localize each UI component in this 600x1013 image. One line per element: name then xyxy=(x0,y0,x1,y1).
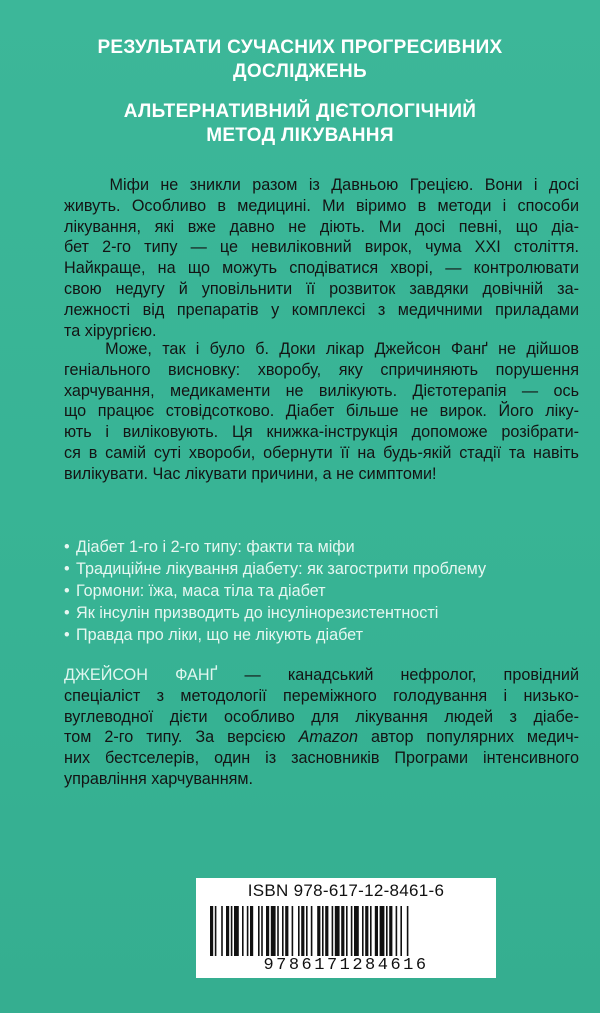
amazon-brand: Amazon xyxy=(298,728,358,747)
heading-method-line-2: МЕТОД ЛІКУВАННЯ xyxy=(206,125,394,146)
paragraph-line xyxy=(64,727,579,748)
paragraph-line: харчування, медикаменти не вилікують. Дієтотерапія — ось xyxy=(64,381,579,400)
list-item-text: Гормони: їжа, маса тіла та діабет xyxy=(76,582,326,600)
bio-text: том 2-го типу. За версією xyxy=(64,728,299,747)
heading-method xyxy=(0,100,600,148)
paragraph-line: бет 2-го типу — це невиліковний вирок, чума XXI століття. xyxy=(64,238,579,257)
bullet-dot-icon: • xyxy=(64,604,70,622)
bio-text: автор популярних медич- xyxy=(358,728,580,747)
heading-research xyxy=(0,36,600,84)
bullet-dot-icon: • xyxy=(64,538,70,556)
topics-list xyxy=(64,536,584,646)
paragraph-line: Може, так і було б. Доки лікар Джейсон Фанґ не дійшов xyxy=(64,340,579,358)
barcode-digits: 9786171284616 xyxy=(263,956,429,975)
list-item-text: Правда про ліки, що не лікують діабет xyxy=(76,626,364,644)
paragraph-line: лежності від препаратів у комплексі з медичними приладами xyxy=(64,300,579,319)
list-item-text: Як інсулін призводить до інсулінорезистентності xyxy=(76,604,439,622)
list-item xyxy=(64,558,584,580)
paragraph-line: них бестселерів, один із засновників Програми інтенсивного xyxy=(64,749,579,768)
list-item-text: Діабет 1-го і 2-го типу: факти та міфи xyxy=(76,538,355,556)
barcode-icon xyxy=(210,906,482,956)
paragraph-line: лікування, які вже давно не діють. Ми досі певні, що діа- xyxy=(64,217,579,236)
paragraph-myths xyxy=(64,175,579,341)
heading-method-line-1: АЛЬТЕРНАТИВНИЙ ДІЄТОЛОГІЧНИЙ xyxy=(123,101,477,122)
paragraph-line: спеціаліст з методології переміжного голодування і низько- xyxy=(64,686,579,705)
paragraph-line: вилікувати. Час лікувати причини, а не симптоми! xyxy=(64,464,437,483)
list-item xyxy=(64,536,584,558)
bio-text: — канадський нефролог, провідний xyxy=(217,666,579,684)
paragraph-line: що працює стовідсотково. Діабет більше не вирок. Його ліку- xyxy=(64,402,579,421)
bullet-dot-icon: • xyxy=(64,626,70,644)
paragraph-line: Найкраще, на що можуть сподіватися хворі, — контролювати xyxy=(64,259,579,278)
author-name: ДЖЕЙСОН ФАНҐ xyxy=(64,666,218,684)
bullet-dot-icon: • xyxy=(64,560,70,578)
paragraph-line: Міфи не зникли разом із Давньою Грецією. Вони і досі xyxy=(64,176,579,194)
paragraph-line: ся в самій суті хвороби, обернути її на будь-якій стадії та навіть xyxy=(64,443,579,462)
paragraph-line xyxy=(64,665,579,686)
list-item xyxy=(64,624,584,646)
paragraph-line: живуть. Особливо в медицині. Ми віримо в методи і способи xyxy=(64,196,579,215)
author-bio xyxy=(64,665,579,790)
isbn-label: ISBN 978-617-12-8461-6 xyxy=(247,881,445,900)
paragraph-line: та хірургією. xyxy=(64,321,157,340)
list-item xyxy=(64,580,584,602)
paragraph-line: ють і виліковують. Ця книжка-інструкція допоможе розібрати- xyxy=(64,423,579,442)
bullet-dot-icon: • xyxy=(64,582,70,600)
list-item xyxy=(64,602,584,624)
list-item-text: Традиційне лікування діабету: як загострити проблему xyxy=(76,560,487,578)
paragraph-line: геніального висновку: хворобу, яку спричиняють порушення xyxy=(64,360,579,379)
heading-research-line-2: ДОСЛІДЖЕНЬ xyxy=(233,61,367,82)
heading-research-line-1: РЕЗУЛЬТАТИ СУЧАСНИХ ПРОГРЕСИВНИХ xyxy=(97,37,503,58)
paragraph-line: управління харчуванням. xyxy=(64,769,254,788)
paragraph-doctor xyxy=(64,339,579,485)
paragraph-line: вуглеводної дієти особливо для лікування людей з діабе- xyxy=(64,707,579,726)
isbn-barcode-block xyxy=(196,878,496,978)
paragraph-line: свою недугу й уповільнити її розвиток завдяки довічній за- xyxy=(64,279,579,298)
